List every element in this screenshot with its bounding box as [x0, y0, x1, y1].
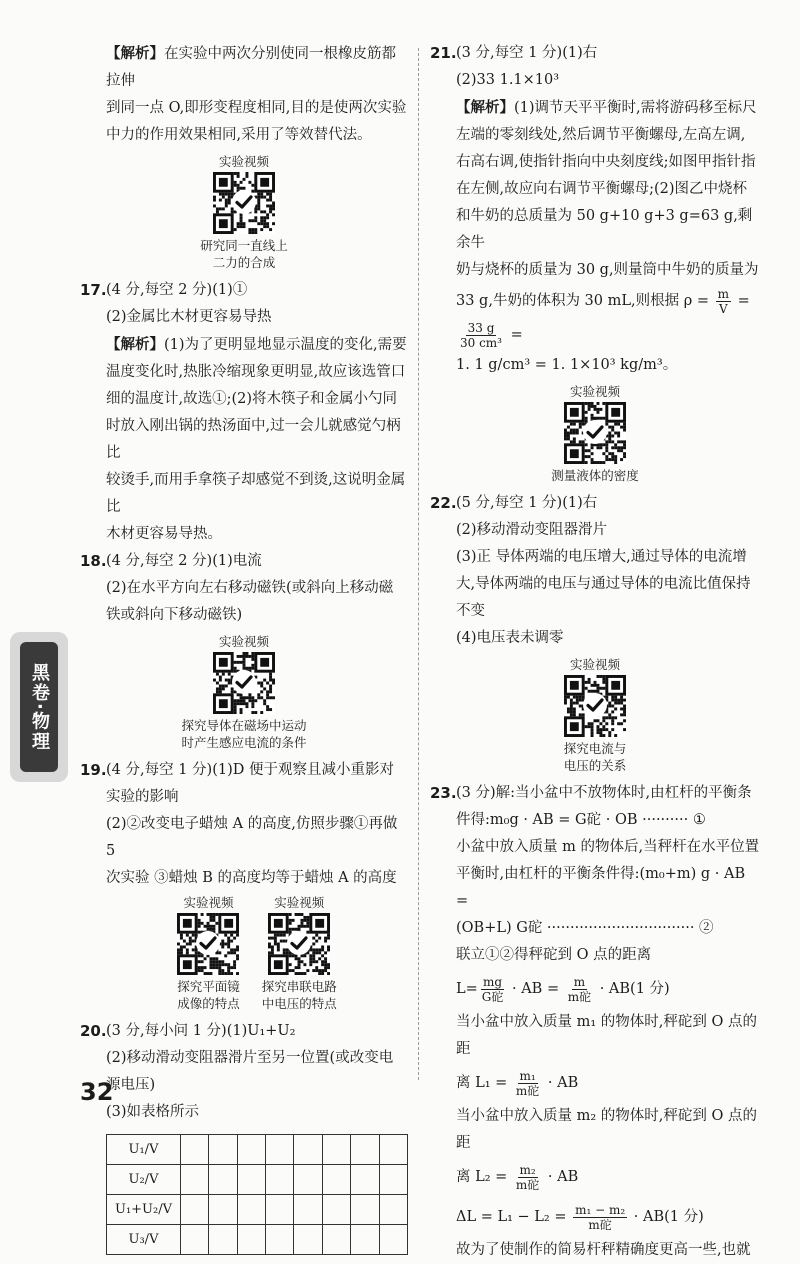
question-number: 22. [430, 494, 457, 512]
text-line: 在左侧,故应向右调节平衡螺母;(2)图乙中烧杯 [456, 181, 748, 197]
table-cell [209, 1135, 237, 1165]
table-cell [237, 1165, 265, 1195]
checkmark-icon [232, 190, 256, 214]
question-23 [430, 780, 760, 1264]
qr-video-block[interactable] [262, 894, 337, 1012]
formula-text: · AB [547, 1075, 579, 1091]
answer-line: (3)正 导体两端的电压增大,通过导体的电流增 [456, 549, 747, 565]
table-cell [209, 1225, 237, 1255]
answer-line: (2)33 1.1×10³ [456, 72, 560, 88]
table-row-header: U₃/V [107, 1225, 181, 1255]
right-column [430, 40, 760, 1264]
side-tab-label: 黑卷·物理 [20, 642, 58, 772]
formula-line [456, 1157, 760, 1197]
data-table [106, 1134, 408, 1255]
table-cell [379, 1225, 407, 1255]
table-cell [379, 1195, 407, 1225]
qr-code-icon[interactable] [564, 402, 626, 464]
formula-line [456, 284, 760, 352]
numerator: m [573, 974, 586, 989]
qr-caption: 成像的特点 [177, 996, 240, 1011]
formula-line [456, 1197, 760, 1237]
fraction [514, 1069, 541, 1098]
table-cell [294, 1165, 322, 1195]
answer-line: (2)②改变电子蜡烛 A 的高度,仿照步骤①再做 5 [106, 816, 398, 859]
checkmark-icon [196, 931, 220, 955]
qr-caption: 电压的关系 [563, 758, 627, 773]
table-cell [351, 1135, 379, 1165]
qr-caption: 探究电流与 [563, 741, 627, 756]
column-divider [418, 48, 419, 1080]
table-row [107, 1225, 408, 1255]
table-cell [237, 1195, 265, 1225]
formula-text: · AB(1 分) [633, 1209, 704, 1225]
table-cell [322, 1195, 350, 1225]
table-cell [266, 1165, 294, 1195]
text-line: 时放入刚出锅的热汤面中,过一会儿就感觉勺柄比 [106, 418, 401, 461]
answer-line: 联立①②得秤砣到 O 点的距离 [456, 947, 652, 963]
table-row-header: U₁+U₂/V [107, 1195, 181, 1225]
qr-code-icon[interactable] [213, 172, 275, 234]
formula-text: · AB [547, 1169, 579, 1185]
qr-caption: 二力的合成 [212, 255, 276, 270]
text-line: (1)调节天平平衡时,需将游码移至标尺 [514, 100, 757, 116]
answer-line: 实验的影响 [106, 789, 179, 805]
text-line: 温度变化时,热胀冷缩现象更明显,故应该选管口 [106, 364, 406, 380]
answer-line: 次实验 ③蜡烛 B 的高度均等于蜡烛 A 的高度 [106, 870, 397, 886]
formula-text: · AB(1 分) [599, 981, 670, 997]
question-19 [80, 757, 408, 892]
answer-line: (5 分,每空 1 分)(1)右 [456, 495, 598, 511]
qr-video-block[interactable] [80, 153, 408, 271]
formula-line [456, 969, 760, 1009]
fraction [514, 1163, 541, 1192]
table-cell [180, 1225, 208, 1255]
qr-title: 实验视频 [218, 154, 269, 169]
formula-text: ΔL = L₁ − L₂ = [456, 1209, 567, 1225]
equals-sign: = [510, 327, 523, 343]
table-cell [294, 1225, 322, 1255]
page-number: 32 [80, 1078, 114, 1106]
answer-line: (4 分,每空 1 分)(1)D 便于观察且减小重影对 [106, 762, 394, 778]
table-cell [294, 1195, 322, 1225]
table-row [107, 1165, 408, 1195]
qr-title: 实验视频 [218, 634, 269, 649]
denominator: m砣 [515, 1177, 540, 1192]
table-cell [351, 1195, 379, 1225]
answer-line: (4 分,每空 2 分)(1)电流 [106, 553, 262, 569]
formula-text: · AB = [511, 981, 560, 997]
checkmark-icon [232, 670, 256, 694]
qr-caption: 时产生感应电流的条件 [181, 735, 307, 750]
qr-caption: 研究同一直线上 [200, 238, 288, 253]
qr-code-icon[interactable] [177, 913, 239, 975]
numerator: 33 g [467, 320, 495, 335]
table-cell [379, 1135, 407, 1165]
table-cell [266, 1225, 294, 1255]
formula-text: 离 L₁ = [456, 1075, 508, 1091]
qr-video-block[interactable] [430, 383, 760, 484]
question-number: 17. [80, 281, 107, 299]
formula-text: 离 L₂ = [456, 1169, 508, 1185]
text-line: 右高右调,使指针指向中央刻度线;如图甲指针指 [456, 154, 756, 170]
analysis-tag: 【解析】 [106, 45, 164, 62]
question-number: 21. [430, 44, 457, 62]
numerator: m₁ [519, 1068, 536, 1083]
table-cell [351, 1165, 379, 1195]
question-22 [430, 490, 760, 652]
qr-title: 实验视频 [274, 895, 325, 910]
fraction [480, 975, 506, 1004]
answer-line: (2)移动滑动变阻器滑片至另一位置(或改变电 [106, 1050, 394, 1066]
question-17 [80, 277, 408, 548]
denominator: m砣 [588, 1217, 612, 1232]
text-line: 1. 1 g/cm³ = 1. 1×10³ kg/m³。 [456, 357, 678, 373]
qr-title: 实验视频 [183, 895, 234, 910]
table-cell [180, 1135, 208, 1165]
question-number: 20. [80, 1022, 107, 1040]
numerator: m [717, 286, 729, 301]
answer-line: (3 分)解:当小盆中不放物体时,由杠杆的平衡条 [456, 785, 752, 801]
answer-line: 当小盆中放入质量 m₂ 的物体时,秤砣到 O 点的距 [456, 1108, 757, 1151]
answer-line: (2)在水平方向左右移动磁铁(或斜向上移动磁 [106, 580, 394, 596]
denominator: G砣 [481, 989, 504, 1004]
text-line: 较烫手,而用手拿筷子却感觉不到烫,这说明金属比 [106, 472, 406, 515]
table-row-header: U₂/V [107, 1165, 181, 1195]
qr-title: 实验视频 [569, 384, 620, 399]
answer-line: 小盆中放入质量 m 的物体后,当秤杆在水平位置 [456, 839, 760, 855]
text-line: 奶与烧杯的质量为 30 g,则量筒中牛奶的质量为 [456, 262, 759, 278]
text-line: 细的温度计,故选①;(2)将木筷子和金属小勺同 [106, 391, 398, 407]
formula-line [456, 1063, 760, 1103]
denominator: V [718, 301, 728, 316]
qr-caption: 探究串联电路 [261, 979, 337, 994]
qr-video-block[interactable] [177, 894, 240, 1012]
checkmark-icon [287, 931, 311, 955]
answer-line: 大,导体两端的电压与通过导体的电流比值保持 [456, 576, 751, 592]
fraction [458, 321, 504, 350]
answer-line: (2)金属比木材更容易导热 [106, 309, 272, 325]
table-cell [322, 1165, 350, 1195]
text-line: 和牛奶的总质量为 50 g+10 g+3 g=63 g,剩余牛 [456, 208, 753, 251]
analysis-tag: 【解析】 [106, 336, 164, 353]
table-cell [294, 1135, 322, 1165]
q16-analysis [80, 40, 408, 149]
numerator: m₂ [519, 1162, 536, 1177]
answer-line: 件得:m₀g · AB = G砣 · OB ·········· ① [456, 812, 706, 828]
qr-code-icon[interactable] [564, 675, 626, 737]
qr-caption: 中电压的特点 [261, 996, 337, 1011]
question-number: 23. [430, 784, 457, 802]
answer-line: 源电压) [106, 1077, 156, 1093]
table-cell [237, 1225, 265, 1255]
fraction [566, 975, 593, 1004]
answer-line: 当小盆中放入质量 m₁ 的物体时,秤砣到 O 点的距 [456, 1014, 757, 1057]
table-cell [266, 1135, 294, 1165]
answer-line: (3 分,每空 1 分)(1)右 [456, 45, 598, 61]
table-cell [266, 1195, 294, 1225]
answer-line: (3)如表格所示 [106, 1104, 200, 1120]
qr-caption: 测量液体的密度 [551, 468, 639, 483]
qr-pair [106, 894, 408, 1012]
fraction [716, 287, 731, 316]
table-cell [180, 1165, 208, 1195]
table-cell [180, 1195, 208, 1225]
text-line: 33 g,牛奶的体积为 30 mL,则根据 ρ = [456, 293, 709, 309]
left-column [80, 40, 408, 1255]
table-cell [322, 1135, 350, 1165]
table-row [107, 1135, 408, 1165]
qr-video-block[interactable] [80, 633, 408, 751]
question-18 [80, 548, 408, 629]
table-cell [379, 1165, 407, 1195]
fraction [573, 1203, 627, 1232]
question-number: 19. [80, 761, 107, 779]
answer-line: (2)移动滑动变阻器滑片 [456, 522, 608, 538]
answer-line: (3 分,每小问 1 分)(1)U₁+U₂ [106, 1023, 296, 1039]
text-line: 中力的作用效果相同,采用了等效替代法。 [106, 127, 372, 143]
table-cell [322, 1225, 350, 1255]
formula-text: L= [456, 981, 478, 997]
text-line: 左端的零刻线处,然后调节平衡螺母,左高左调, [456, 127, 746, 143]
answer-line: (OB+L) G砣 ································ ② [456, 920, 714, 936]
table-cell [209, 1165, 237, 1195]
text-line: (1)为了更明显地显示温度的变化,需要 [164, 337, 407, 353]
text-line: 木材更容易导热。 [106, 526, 222, 542]
text-line: 在实验中两次分别使同一根橡皮筋都拉伸 [106, 46, 396, 89]
qr-code-icon[interactable] [268, 913, 330, 975]
equals-sign: = [737, 293, 750, 309]
qr-code-icon[interactable] [213, 652, 275, 714]
checkmark-icon [583, 420, 607, 444]
question-21 [430, 40, 760, 379]
answer-line: (4)电压表未调零 [456, 630, 564, 646]
table-cell [237, 1135, 265, 1165]
qr-caption: 探究平面镜 [177, 979, 240, 994]
subject-side-tab [10, 632, 68, 782]
qr-title: 实验视频 [569, 657, 620, 672]
table-cell [351, 1225, 379, 1255]
answer-line: 不变 [456, 603, 485, 619]
denominator: m砣 [567, 989, 592, 1004]
table-row [107, 1195, 408, 1225]
answer-line: (4 分,每空 2 分)(1)① [106, 282, 248, 298]
analysis-tag: 【解析】 [456, 99, 514, 116]
qr-caption: 探究导体在磁场中运动 [181, 718, 307, 733]
answer-line: 故为了使制作的简易杆秤精确度更高一些,也就 [456, 1242, 751, 1258]
checkmark-icon [583, 693, 607, 717]
question-number: 18. [80, 552, 107, 570]
qr-video-block[interactable] [430, 656, 760, 774]
text-line: 到同一点 O,即形变程度相同,目的是使两次实验 [106, 100, 407, 116]
denominator: 30 cm³ [460, 335, 502, 350]
question-20 [80, 1018, 408, 1126]
answer-line: 铁或斜向下移动磁铁) [106, 607, 243, 623]
table-cell [209, 1195, 237, 1225]
answer-line: 平衡时,由杠杆的平衡条件得:(m₀+m) g · AB = [456, 866, 746, 909]
numerator: mg [483, 974, 503, 989]
numerator: m₁ − m₂ [575, 1202, 626, 1217]
table-row-header: U₁/V [107, 1135, 181, 1165]
denominator: m砣 [515, 1083, 540, 1098]
